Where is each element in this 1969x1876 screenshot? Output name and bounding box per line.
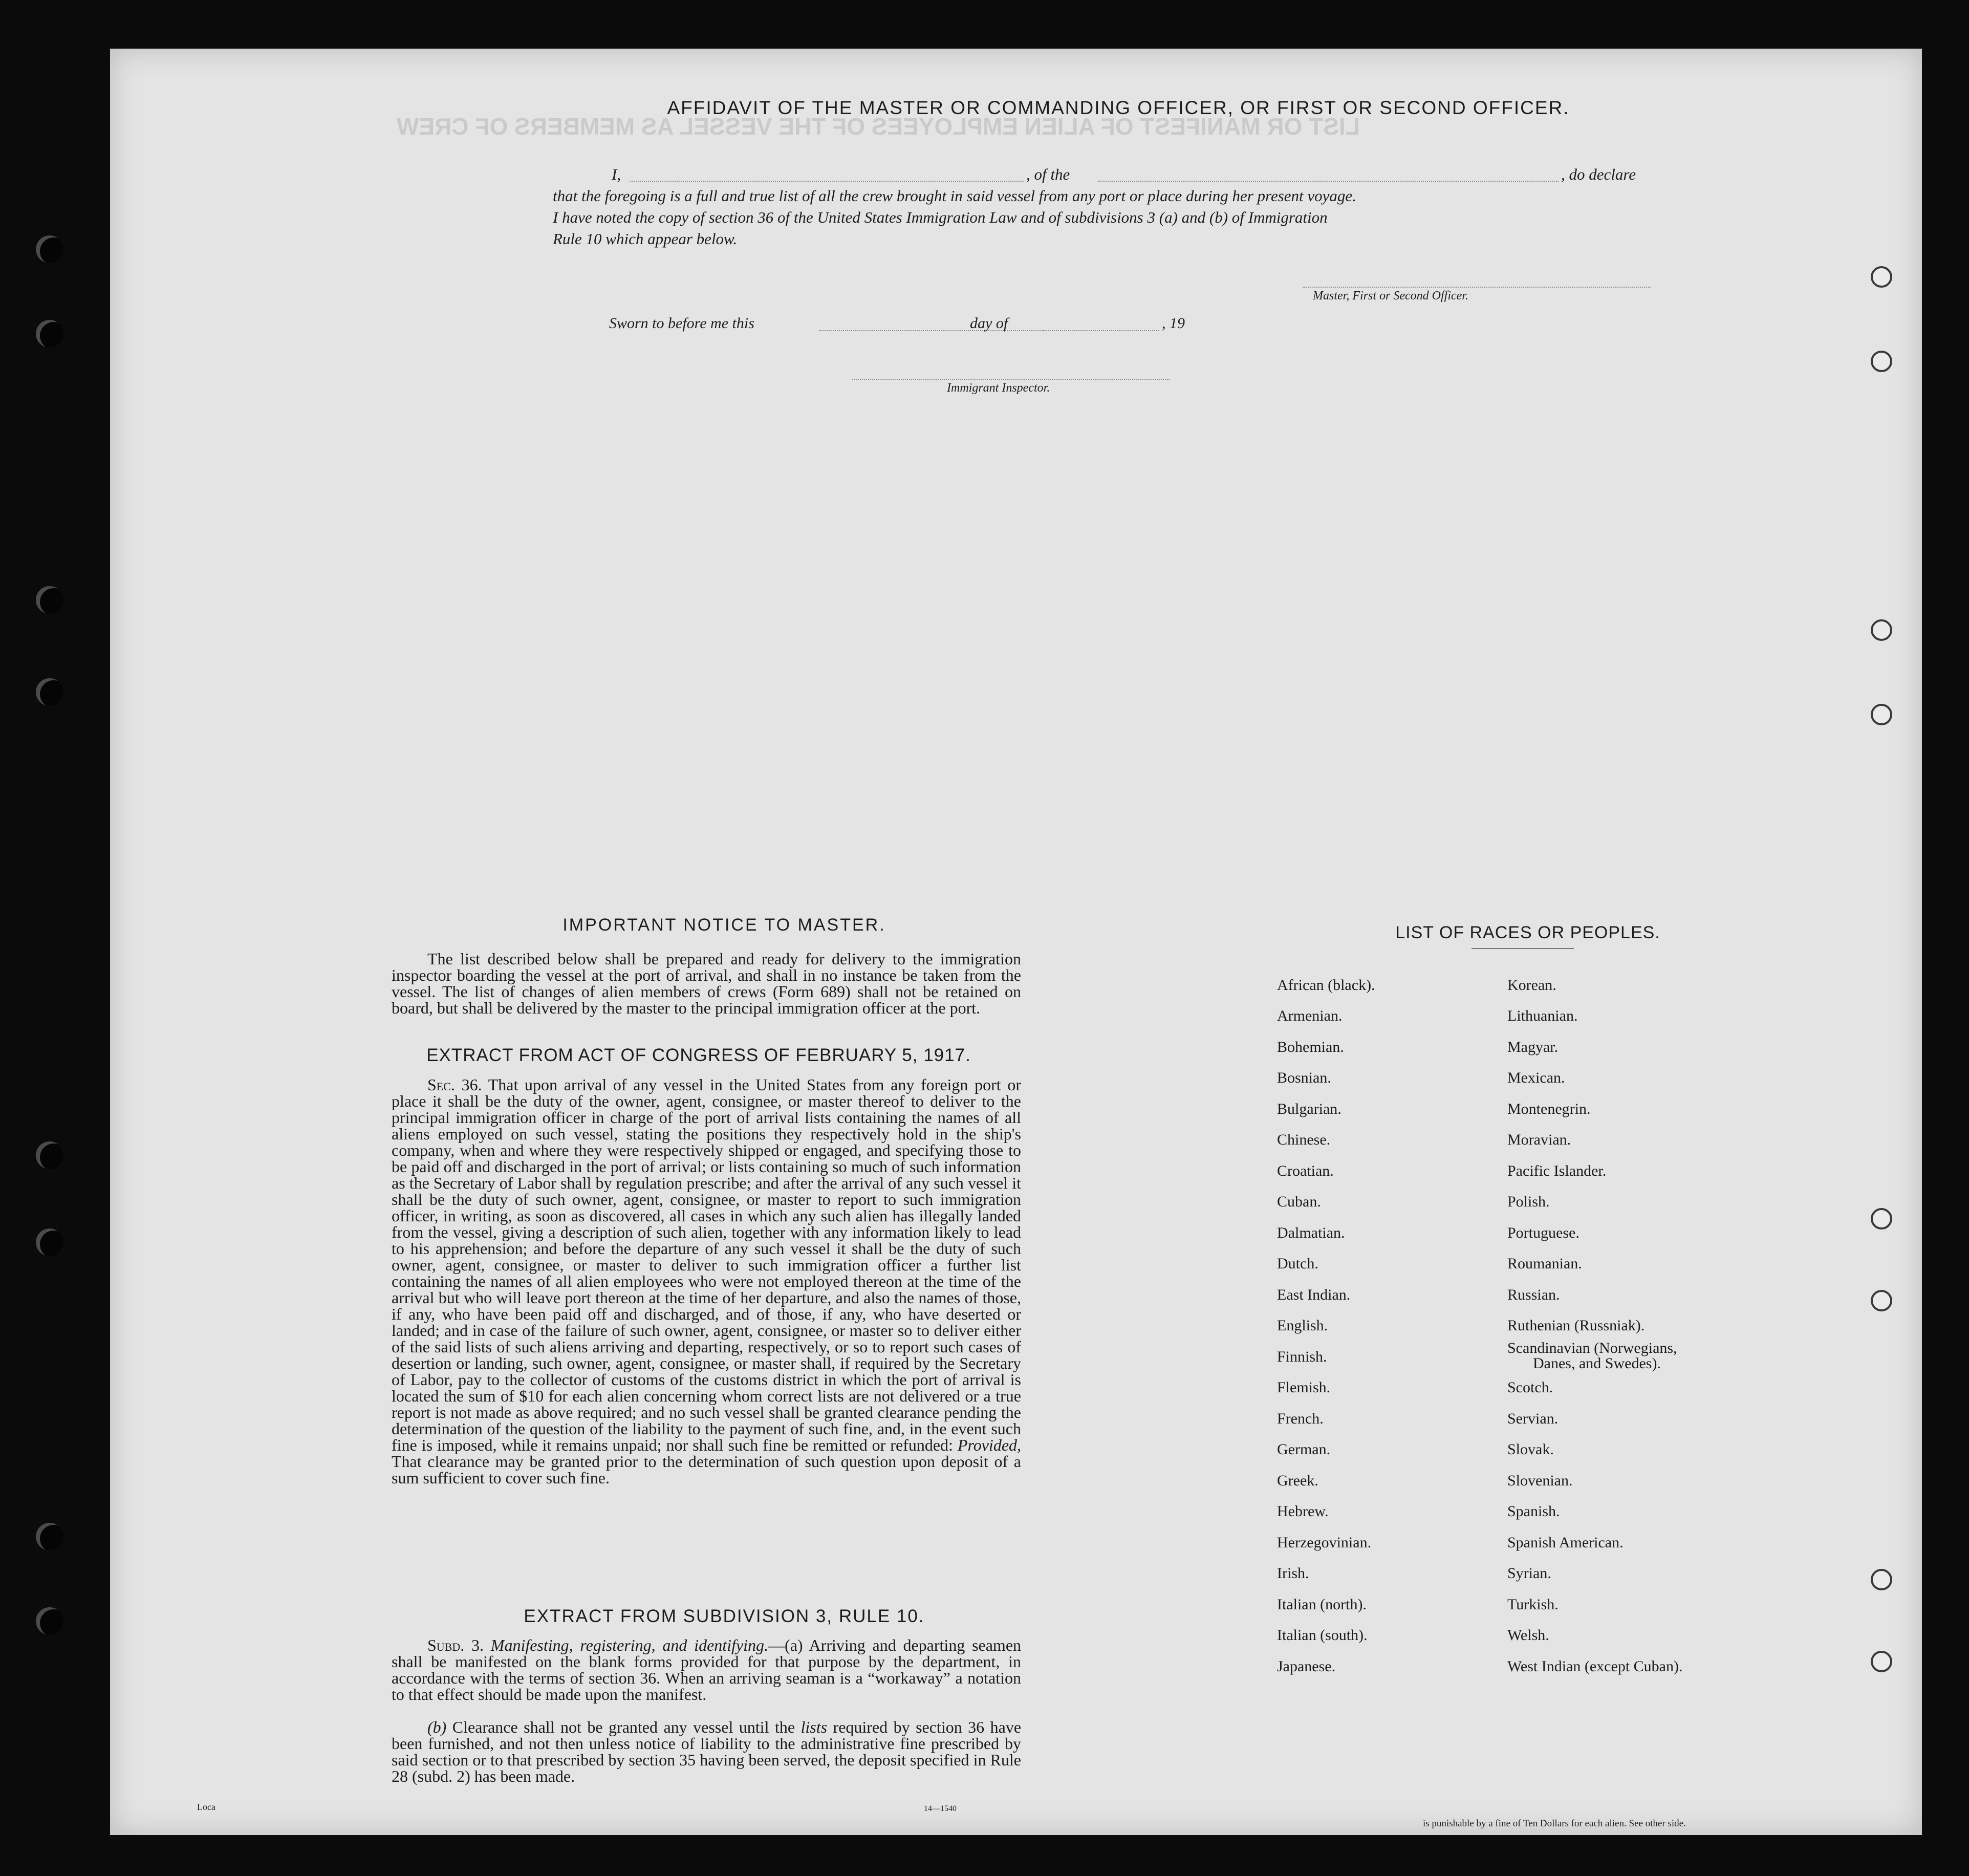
rule-extract-title: EXTRACT FROM SUBDIVISION 3, RULE 10. — [524, 1606, 925, 1626]
races-title: LIST OF RACES OR PEOPLES. — [1395, 923, 1660, 942]
race-item: Dalmatian. — [1277, 1224, 1345, 1241]
affidavit-title: AFFIDAVIT OF THE MASTER OR COMMANDING OFFICER, OR FIRST OR SECOND OFFICER. — [667, 97, 1570, 118]
race-item: Greek. — [1277, 1472, 1318, 1489]
sworn-text: Sworn to before me this — [609, 315, 754, 332]
race-item: Italian (north). — [1277, 1596, 1367, 1613]
punch-hole — [1871, 266, 1892, 288]
punch-hole — [1871, 704, 1892, 725]
race-item: Pacific Islander. — [1507, 1162, 1607, 1179]
affidavit-declare: , do declare — [1561, 165, 1636, 183]
document-sheet — [110, 49, 1922, 1835]
race-item: Roumanian. — [1507, 1255, 1582, 1272]
year-text: , 19 — [1162, 315, 1185, 332]
binder-hole — [36, 1523, 63, 1550]
act-body-text: That upon arrival of any vessel in the United States from any foreign port or place it shall be the duty of the owner, agent, consignee, or master thereof to deliver to the principal immigration officer in charge of the port of arrival lists containing the names of all aliens employed on such vessel, stating the positions they respectively hold in the ship's company, when and where they were respectively shipped or engaged, and specifying those to be paid off and discharged in the port of arrival; or lists containing so much of such information as the Secretary of Labor shall by regulation prescribe; and after the arrival of any such vessel it shall be the duty of such owner, agent, consignee, or master to report to such immigration officer, in writing, as soon as discovered, all cases in which any such alien has illegally landed from the vessel, giving a description of such alien, together with any information likely to lead to his apprehension; and before the departure of any such vessel it shall be the duty of such owner, agent, consignee, or master to deliver to such immigration officer a further list containing the names of all alien employees who were not employed thereon at the time of the arrival but who will leave port thereon at the time of her departure, and also the names of those, if any, who have been paid off and discharged, and of those, if any, who have deserted or landed; and in case of the failure of such owner, agent, consignee, or master so to deliver either of the said lists of such aliens arriving and departing, respectively, or so to report such cases of desertion or landing, such owner, agent, consignee, or master shall, if required by the Secretary of Labor, pay to the collector of customs of the customs district in which the port of arrival is located the sum of $10 for each alien concerning whom correct lists are not delivered or a true report is not made as above required; and no such vessel shall be granted clearance pending the determination of the question of the liability to the payment of such fine, and, in the event such fine is imposed, while it remains unpaid; nor shall such fine be remitted or refunded: — [392, 1075, 1021, 1454]
punch-hole — [1871, 1290, 1892, 1311]
act-extract-body — [392, 1076, 1021, 1486]
master-signature-field[interactable] — [1303, 287, 1651, 288]
subd-heading: Manifesting, registering, and identifying. — [490, 1636, 769, 1654]
provided-text: Provided, — [957, 1436, 1022, 1454]
bottom-left-fragment: Loca — [197, 1802, 215, 1812]
race-item: Hebrew. — [1277, 1503, 1329, 1520]
signature-label: Master, First or Second Officer. — [1313, 289, 1468, 303]
binder-hole — [36, 235, 63, 263]
para-b-lists: lists — [800, 1718, 828, 1736]
race-item: Flemish. — [1277, 1379, 1331, 1396]
race-item: Moravian. — [1507, 1131, 1571, 1148]
race-item: West Indian (except Cuban). — [1507, 1658, 1683, 1675]
race-item: Spanish American. — [1507, 1534, 1624, 1551]
race-item: Slovak. — [1507, 1441, 1554, 1458]
punch-hole — [1871, 1569, 1892, 1590]
day-of-text: day of — [970, 315, 1008, 332]
race-item: Bosnian. — [1277, 1069, 1331, 1086]
act-tail-text: That clearance may be granted prior to the determination of such question upon deposit of a sum sufficient to cover such fine. — [392, 1452, 1021, 1487]
para-b-pre: Clearance shall not be granted any vessel until the — [452, 1718, 795, 1736]
form-number: 14—1540 — [924, 1804, 957, 1813]
race-item: African (black). — [1277, 977, 1375, 994]
race-item: Turkish. — [1507, 1596, 1559, 1613]
affidavit-i: I, — [612, 165, 621, 183]
race-item: English. — [1277, 1317, 1328, 1334]
affidavit-line-3: I have noted the copy of section 36 of the United States Immigration Law and of subdivisions 3 (a) and (b) of Immigration — [553, 208, 1328, 226]
binder-hole — [36, 1141, 63, 1169]
race-item: Ruthenian (Russniak). — [1507, 1317, 1645, 1334]
race-item: Syrian. — [1507, 1565, 1551, 1582]
bleed-through-header: LIST OR MANIFEST OF ALIEN EMPLOYEES OF THE VESSEL AS MEMBERS OF CREW — [397, 113, 1360, 140]
race-item: Armenian. — [1277, 1007, 1343, 1024]
punch-hole — [1871, 351, 1892, 372]
race-item: Montenegrin. — [1507, 1101, 1591, 1117]
race-item: Servian. — [1507, 1410, 1559, 1427]
notice-body: The list described below shall be prepared and ready for delivery to the immigration inspector boarding the vessel at the port of arrival, and shall in no instance be taken from the vessel. The list of changes of alien members of crews (Form 689) shall not be retained on board, but shall be delivered by the master to the principal immigration officer at the port. — [392, 950, 1021, 1017]
vessel-name-field[interactable] — [1098, 181, 1559, 182]
race-item: Bulgarian. — [1277, 1101, 1341, 1117]
race-item: East Indian. — [1277, 1286, 1351, 1303]
affidavit-of-the: , of the — [1026, 165, 1070, 183]
master-name-field[interactable] — [630, 181, 1024, 182]
rule-para-b — [392, 1719, 1021, 1784]
race-item: French. — [1277, 1410, 1324, 1427]
punch-hole — [1871, 1208, 1892, 1230]
inspector-signature-field[interactable] — [852, 379, 1170, 380]
race-item: Spanish. — [1507, 1503, 1560, 1520]
race-item: German. — [1277, 1441, 1331, 1458]
race-item: Slovenian. — [1507, 1472, 1573, 1489]
race-item: Croatian. — [1277, 1162, 1334, 1179]
punch-hole — [1871, 619, 1892, 641]
race-item: Irish. — [1277, 1565, 1309, 1582]
race-item: Cuban. — [1277, 1193, 1321, 1210]
race-item-continuation: Danes, and Swedes). — [1533, 1355, 1661, 1372]
race-item: Chinese. — [1277, 1131, 1331, 1148]
race-item: Lithuanian. — [1507, 1007, 1578, 1024]
race-item: Scotch. — [1507, 1379, 1553, 1396]
act-extract-title: EXTRACT FROM ACT OF CONGRESS OF FEBRUARY 5, 1917. — [426, 1045, 971, 1065]
bottom-right-fragment: is punishable by a fine of Ten Dollars for each alien. See other side. — [1423, 1818, 1686, 1829]
race-item: Japanese. — [1277, 1658, 1336, 1675]
para-a-text: —(a) Arriving and departing seamen shall be manifested on the blank forms provided for that purpose by the department, in accordance with the terms of section 36. When an arriving seaman is a “workaway” a notation to that effect should be made upon the manifest. — [392, 1636, 1022, 1704]
notice-title: IMPORTANT NOTICE TO MASTER. — [562, 915, 886, 935]
para-b-label: (b) — [427, 1718, 447, 1736]
sworn-month-field[interactable] — [1031, 330, 1159, 331]
race-item: Russian. — [1507, 1286, 1560, 1303]
binder-hole — [36, 586, 63, 614]
race-item: Polish. — [1507, 1193, 1550, 1210]
race-item: Italian (south). — [1277, 1627, 1368, 1644]
race-item: Magyar. — [1507, 1039, 1559, 1055]
sec-label: Sec. 36. — [427, 1075, 482, 1094]
sworn-day-field[interactable] — [819, 330, 1044, 331]
inspector-label: Immigrant Inspector. — [947, 381, 1050, 395]
race-item: Korean. — [1507, 977, 1556, 994]
binder-hole — [36, 320, 63, 348]
binder-hole — [36, 1228, 63, 1256]
race-item: Scandinavian (Norwegians, — [1507, 1340, 1677, 1356]
race-item: Dutch. — [1277, 1255, 1318, 1272]
subd-label: Subd. 3. — [427, 1636, 484, 1654]
affidavit-line-2: that the foregoing is a full and true list of all the crew brought in said vessel from any port or place during her present voyage. — [553, 187, 1356, 205]
race-item: Portuguese. — [1507, 1224, 1579, 1241]
race-item: Herzegovinian. — [1277, 1534, 1372, 1551]
race-item: Mexican. — [1507, 1069, 1565, 1086]
punch-hole — [1871, 1651, 1892, 1672]
race-item: Finnish. — [1277, 1348, 1327, 1365]
races-title-rule — [1472, 948, 1574, 949]
para-b-post: required by section 36 have been furnished, and not then unless notice of liability to the administrative fine prescribed by said section or to that prescribed by section 35 having been served, the deposit specified in Rule 28 (subd. 2) has been made. — [392, 1718, 1022, 1785]
race-item: Bohemian. — [1277, 1039, 1344, 1055]
binder-hole — [36, 1607, 63, 1635]
affidavit-line-4: Rule 10 which appear below. — [553, 230, 738, 248]
rule-para-a — [392, 1637, 1021, 1702]
race-item: Welsh. — [1507, 1627, 1549, 1644]
binder-hole — [36, 678, 63, 706]
